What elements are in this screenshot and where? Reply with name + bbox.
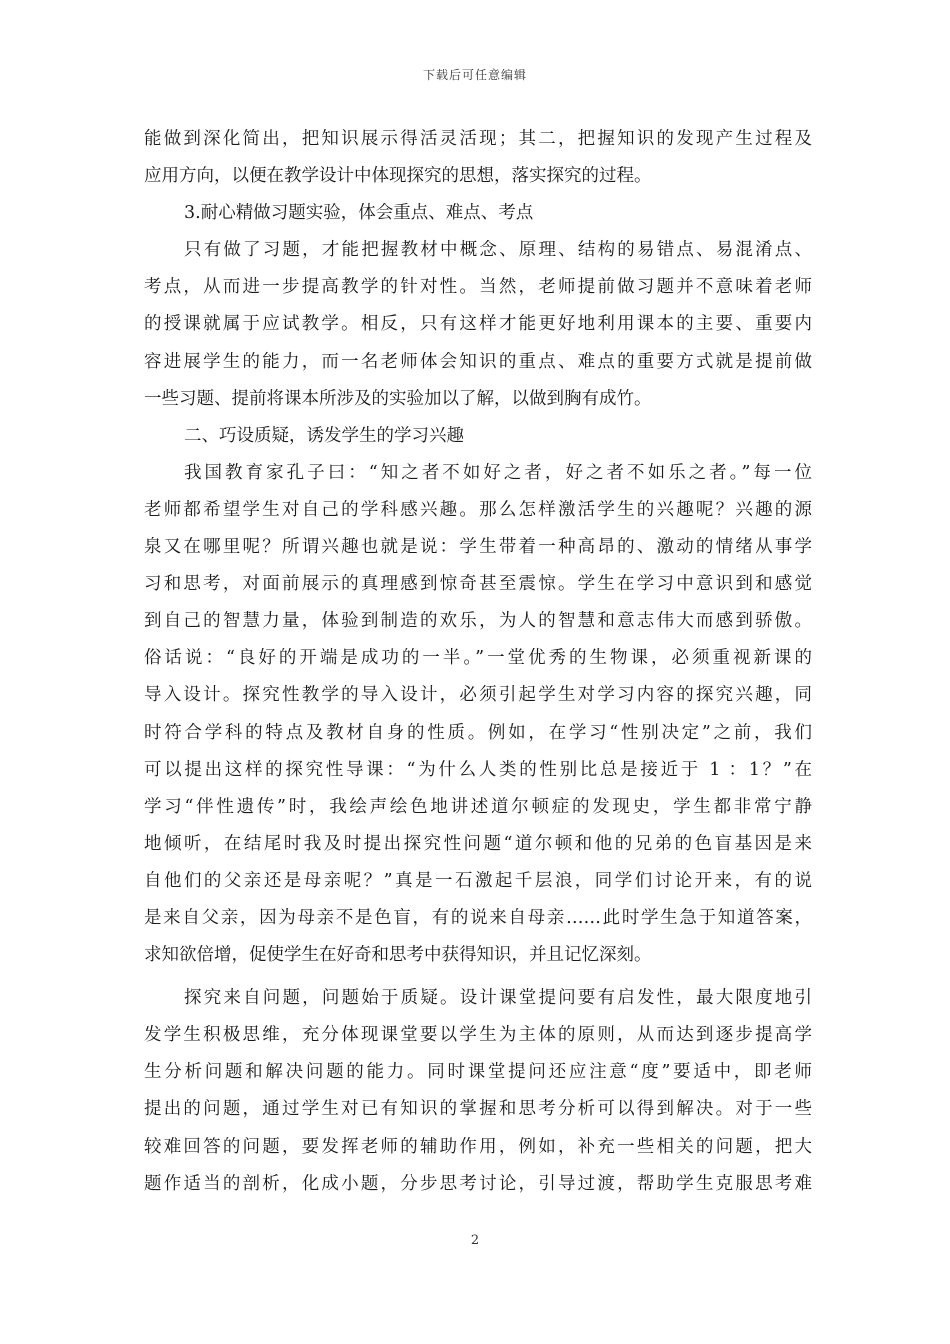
paragraph-line: 能做到深化简出，把知识展示得活灵活现；其二，把握知识的发现产生过程及 xyxy=(144,129,812,149)
paragraph-line: 题作适当的剖析，化成小题，分步思考讨论，引导过渡，帮助学生克服思考难 xyxy=(144,1173,812,1194)
document-body xyxy=(144,121,812,1203)
page-header: 下载后可任意编辑 xyxy=(422,68,527,82)
paragraph-line: 提出的问题，通过学生对已有知识的掌握和思考分析可以得到解决。对于一些 xyxy=(144,1099,812,1120)
paragraph-line: 习和思考，对面前展示的真理感到惊奇甚至震惊。学生在学习中意识到和感觉 xyxy=(144,574,812,595)
paragraph-line: 一些习题、提前将课本所涉及的实验加以了解，以做到胸有成竹。 xyxy=(144,388,652,409)
paragraph-line: 容进展学生的能力，而一名老师体会知识的重点、难点的重要方式就是提前做 xyxy=(144,351,812,372)
paragraph-line: 地倾听，在结尾时我及时提出探究性问题“道尔顿和他的兄弟的色盲基因是来 xyxy=(144,833,812,854)
section-heading: 3.耐心精做习题实验，体会重点、难点、考点 xyxy=(184,203,534,224)
paragraph-line: 考点，从而进一步提高教学的针对性。当然，老师提前做习题并不意味着老师 xyxy=(144,277,812,298)
paragraph-line: 求知欲倍增，促使学生在好奇和思考中获得知识，并且记忆深刻。 xyxy=(144,945,652,966)
section-heading: 二、巧设质疑，诱发学生的学习兴趣 xyxy=(184,425,464,446)
paragraph-line: 的授课就属于应试教学。相反，只有这样才能更好地利用课本的主要、重要内 xyxy=(144,314,812,335)
paragraph-line: 时符合学科的特点及教材自身的性质。例如，在学习“性别决定”之前，我们 xyxy=(144,722,812,743)
paragraph-line: 探究来自问题，问题始于质疑。设计课堂提问要有启发性，最大限度地引 xyxy=(184,988,812,1009)
paragraph-line: 我国教育家孔子曰：“知之者不如好之者，好之者不如乐之者。”每一位 xyxy=(184,462,812,483)
paragraph-line: 较难回答的问题，要发挥老师的辅助作用，例如，补充一些相关的问题，把大 xyxy=(144,1136,812,1157)
paragraph-line: 发学生积极思维，充分体现课堂要以学生为主体的原则，从而达到逐步提高学 xyxy=(144,1025,812,1046)
paragraph-line: 生分析问题和解决问题的能力。同时课堂提问还应注意“度”要适中，即老师 xyxy=(144,1062,812,1083)
paragraph-line: 泉又在哪里呢？所谓兴趣也就是说：学生带着一种高昂的、激动的情绪从事学 xyxy=(144,537,812,558)
paragraph-line: 老师都希望学生对自己的学科感兴趣。那么怎样激活学生的兴趣呢？兴趣的源 xyxy=(144,499,812,520)
paragraph-line: 自他们的父亲还是母亲呢？”真是一石激起千层浪，同学们讨论开来，有的说 xyxy=(144,870,812,891)
paragraph-line: 俗话说：“良好的开端是成功的一半。”一堂优秀的生物课，必须重视新课的 xyxy=(144,648,812,669)
paragraph-line: 只有做了习题，才能把握教材中概念、原理、结构的易错点、易混淆点、 xyxy=(184,240,812,261)
page-number: 2 xyxy=(470,1233,480,1248)
paragraph-line: 学习“伴性遗传”时，我绘声绘色地讲述道尔顿症的发现史，学生都非常宁静 xyxy=(144,796,812,817)
paragraph-line: 到自己的智慧力量，体验到制造的欢乐，为人的智慧和意志伟大而感到骄傲。 xyxy=(144,611,812,632)
paragraph-line: 导入设计。探究性教学的导入设计，必须引起学生对学习内容的探究兴趣，同 xyxy=(144,685,812,706)
paragraph-line: 可以提出这样的探究性导课：“为什么人类的性别比总是接近于 1 ：1？”在 xyxy=(144,759,812,780)
paragraph-line: 是来自父亲，因为母亲不是色盲，有的说来自母亲……此时学生急于知道答案， xyxy=(144,907,812,928)
paragraph-line: 应用方向，以便在教学设计中体现探究的思想，落实探究的过程。 xyxy=(144,166,652,187)
